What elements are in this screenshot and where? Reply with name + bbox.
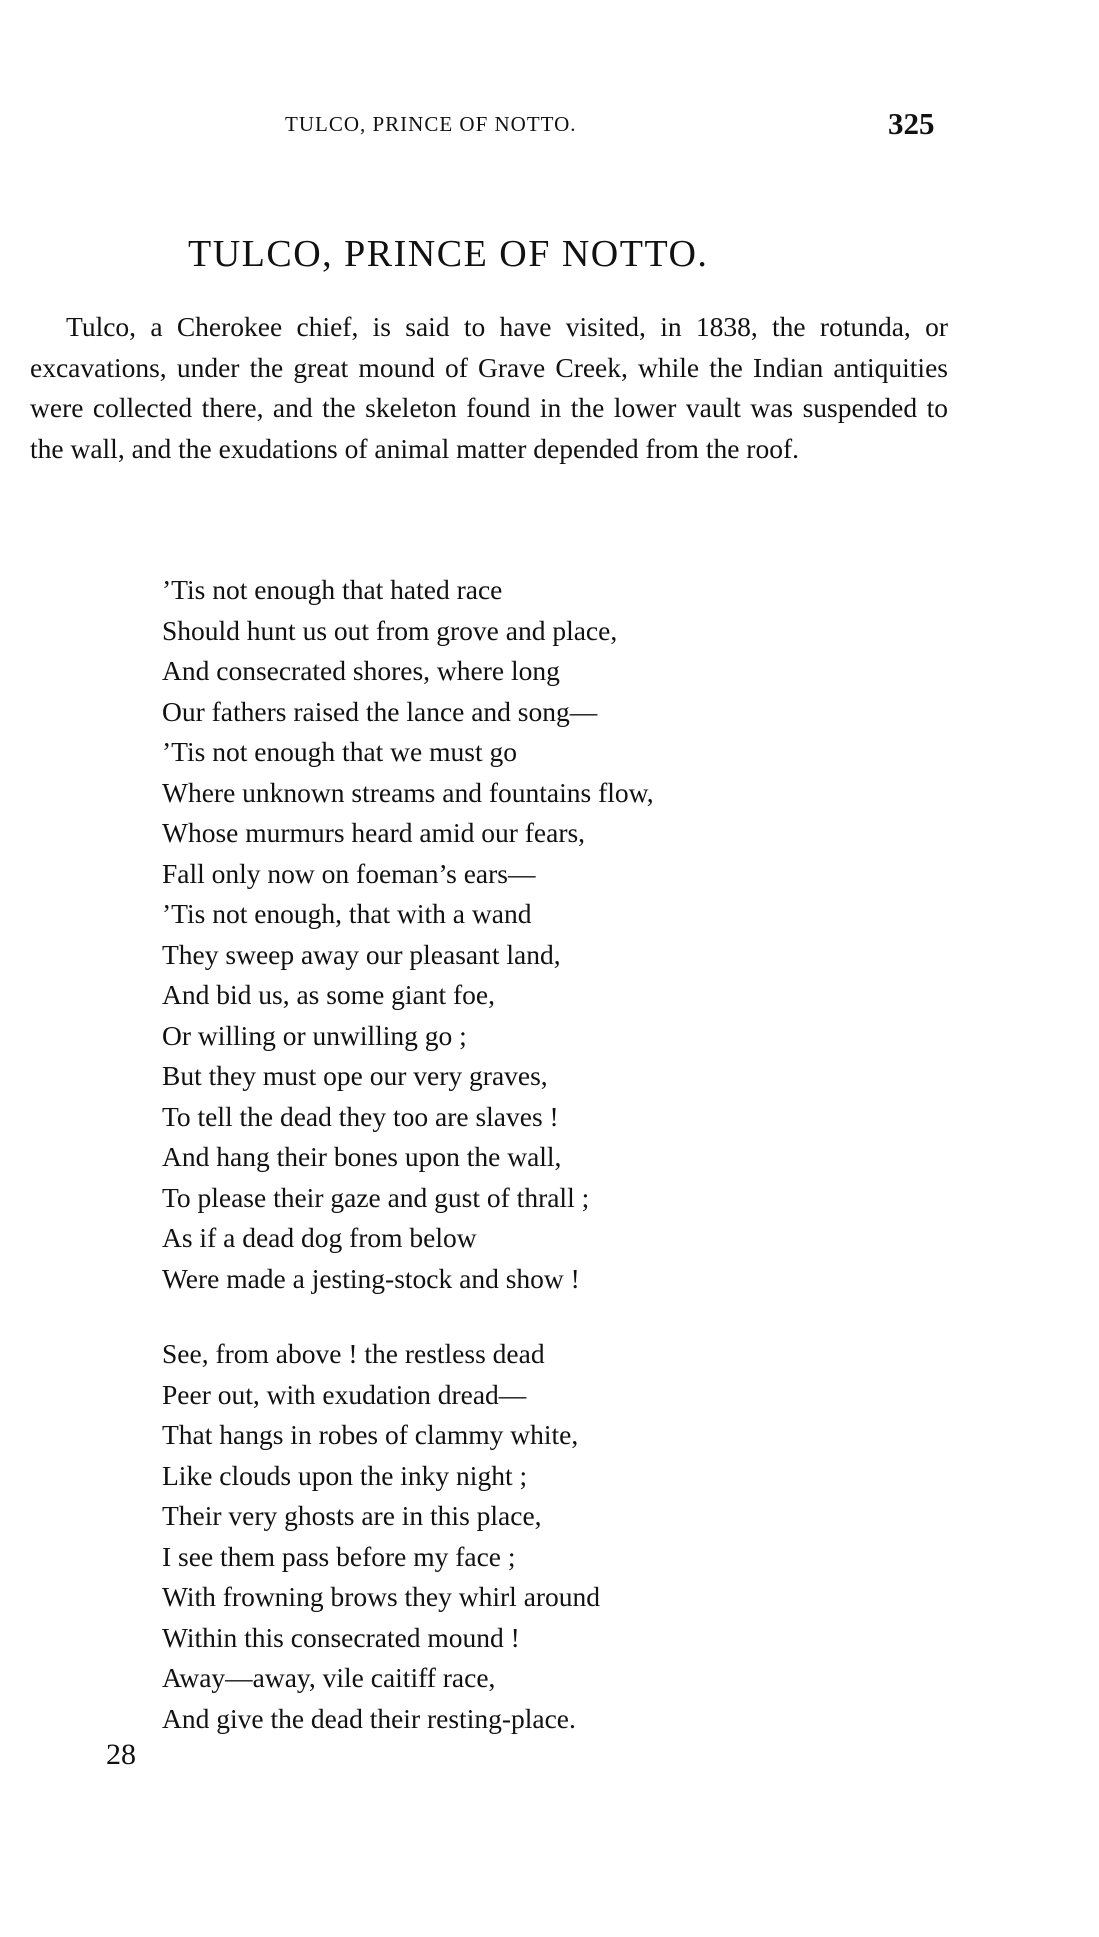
poem-line: ’Tis not enough that hated race	[162, 574, 503, 605]
poem-line: Whose murmurs heard amid our fears,	[162, 817, 586, 848]
poem-line: Away—away, vile caitiff race,	[162, 1662, 496, 1693]
poem-line: With frowning brows they whirl around	[162, 1581, 601, 1612]
page-number: 325	[888, 106, 935, 141]
poem-stanza-2	[162, 1334, 922, 1739]
poem-line: And hang their bones upon the wall,	[162, 1141, 562, 1172]
poem-line: Like clouds upon the inky night ;	[162, 1459, 528, 1491]
poem-line: Or willing or unwilling go ;	[162, 1019, 467, 1051]
intro-paragraph: Tulco, a Cherokee chief, is said to have visited, in 1838, the rotunda, or excavations, under the great mound of Grave Creek, while the Indian antiquities were collected there, and the skeleton found in the lower vault was suspended to the wall, and the exudations of animal matter depended from the roof.	[30, 311, 948, 464]
poem-line: Peer out, with exudation dread—	[162, 1378, 527, 1410]
poem-line: They sweep away our pleasant land,	[162, 938, 561, 970]
poem-line: And consecrated shores, where long	[162, 655, 560, 686]
poem-line: And bid us, as some giant foe,	[162, 979, 496, 1010]
poem-line: Where unknown streams and fountains flow,	[162, 776, 654, 808]
poem-stanza-1	[162, 570, 922, 1299]
poem-line: ’Tis not enough that we must go	[162, 736, 517, 767]
poem-title: TULCO, PRINCE OF NOTTO.	[188, 233, 709, 275]
poem-line: To please their gaze and gust of thrall ;	[162, 1181, 590, 1213]
poem-line: That hangs in robes of clammy white,	[162, 1419, 579, 1450]
poem-line: Fall only now on foeman’s ears—	[162, 857, 536, 889]
poem-line: Were made a jesting-stock and show !	[162, 1262, 580, 1294]
poem-line: And give the dead their resting-place.	[162, 1702, 576, 1734]
poem-line: Within this consecrated mound !	[162, 1621, 520, 1653]
poem-line: See, from above ! the restless dead	[162, 1338, 545, 1369]
poem-line: I see them pass before my face ;	[162, 1540, 516, 1572]
poem-line: Should hunt us out from grove and place,	[162, 614, 618, 646]
poem-line: As if a dead dog from below	[162, 1222, 477, 1253]
poem-line: Our fathers raised the lance and song—	[162, 695, 598, 727]
poem-line: To tell the dead they too are slaves !	[162, 1100, 559, 1132]
signature-mark: 28	[106, 1738, 136, 1771]
poem-line: Their very ghosts are in this place,	[162, 1500, 542, 1531]
poem-line: But they must ope our very graves,	[162, 1060, 548, 1091]
running-head: TULCO, PRINCE OF NOTTO.	[285, 112, 577, 136]
poem-line: ’Tis not enough, that with a wand	[162, 898, 532, 929]
